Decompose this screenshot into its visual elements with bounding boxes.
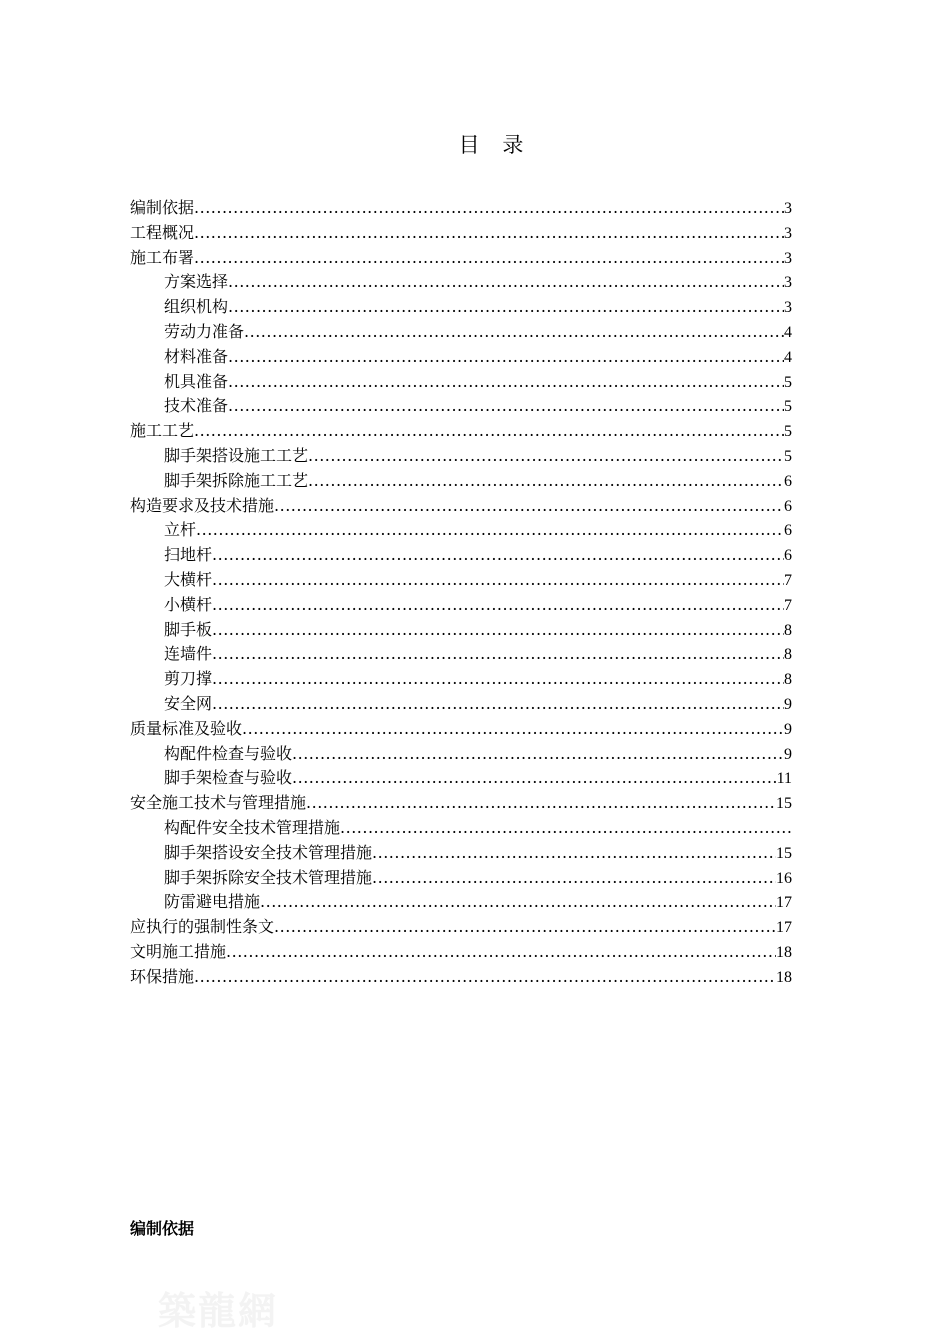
toc-entry-label: 施工布署 — [130, 247, 195, 267]
toc-entry-label: 立杆 — [164, 520, 197, 540]
toc-entry-page: 6 — [784, 522, 792, 540]
toc-entry-page: 5 — [784, 398, 792, 416]
toc-entry-page: 4 — [784, 348, 792, 366]
toc-entry[interactable] — [130, 593, 792, 618]
toc-dot-leader — [212, 692, 784, 717]
toc-entry[interactable] — [130, 394, 792, 419]
toc-entry[interactable] — [130, 518, 792, 543]
toc-entry[interactable] — [130, 345, 792, 370]
toc-dot-leader — [228, 345, 784, 370]
toc-entry[interactable] — [130, 915, 792, 940]
toc-entry-label: 构配件安全技术管理措施 — [164, 817, 341, 837]
toc-entry-label: 脚手架检查与验收 — [164, 768, 293, 788]
toc-entry-label: 材料准备 — [164, 346, 229, 366]
toc-entry[interactable] — [130, 320, 792, 345]
toc-title: 目 录 — [458, 133, 532, 157]
toc-dot-leader — [228, 270, 784, 295]
toc-entry[interactable] — [130, 890, 792, 915]
toc-entry-label: 工程概况 — [130, 222, 195, 242]
toc-dot-leader — [194, 965, 776, 990]
toc-entry-label: 施工工艺 — [130, 421, 195, 441]
toc-entry-label: 编制依据 — [130, 198, 195, 217]
toc-entry-label: 防雷避电措施 — [164, 892, 261, 912]
toc-entry-label: 质量标准及验收 — [130, 718, 243, 738]
toc-entry-label: 脚手架拆除施工工艺 — [164, 470, 309, 490]
toc-entry-label: 脚手架搭设安全技术管理措施 — [164, 842, 373, 862]
toc-entry[interactable] — [130, 667, 792, 692]
toc-entry[interactable] — [130, 370, 792, 395]
toc-entry-label: 构造要求及技术措施 — [130, 495, 275, 515]
toc-entry[interactable] — [130, 444, 792, 469]
toc-dot-leader — [274, 915, 776, 940]
toc-entry[interactable] — [130, 469, 792, 494]
toc-dot-leader — [242, 717, 784, 742]
toc-entry-page: 18 — [776, 968, 792, 986]
toc-entry-label: 剪刀撑 — [164, 669, 213, 689]
toc-dot-leader — [228, 295, 784, 320]
toc-entry[interactable] — [130, 742, 792, 767]
toc-entry-label: 技术准备 — [164, 396, 229, 416]
toc-dot-leader — [308, 469, 784, 494]
toc-entry[interactable] — [130, 221, 792, 246]
toc-entry-label: 环保措施 — [130, 966, 195, 986]
toc-entry-page: 9 — [784, 720, 792, 738]
toc-entry-page: 8 — [784, 671, 792, 689]
toc-entry-page: 3 — [784, 224, 792, 242]
toc-entry-label: 文明施工措施 — [130, 941, 227, 961]
toc-dot-leader — [260, 890, 776, 915]
toc-entry-page: 5 — [784, 447, 792, 465]
toc-dot-leader — [244, 320, 784, 345]
toc-entry[interactable] — [130, 791, 792, 816]
toc-entry-page: 5 — [784, 373, 792, 391]
toc-entry-page: 3 — [784, 274, 792, 292]
toc-entry-label: 连墙件 — [164, 644, 213, 664]
toc-entry-page: 7 — [784, 596, 792, 614]
table-of-contents — [130, 196, 792, 990]
toc-entry[interactable] — [130, 196, 792, 221]
toc-entry-page: 5 — [784, 423, 792, 441]
toc-dot-leader — [292, 766, 777, 791]
section-heading: 编制依据 — [130, 1219, 195, 1238]
toc-entry[interactable] — [130, 866, 792, 891]
toc-entry-page: 18 — [776, 943, 792, 961]
toc-entry-label: 脚手板 — [164, 619, 213, 639]
toc-entry[interactable] — [130, 419, 792, 444]
toc-entry[interactable] — [130, 618, 792, 643]
toc-entry-page: 15 — [776, 844, 792, 862]
toc-entry-page: 9 — [784, 695, 792, 713]
toc-dot-leader — [372, 866, 776, 891]
toc-entry-label: 小横杆 — [164, 594, 213, 614]
toc-entry[interactable] — [130, 841, 792, 866]
toc-entry-page: 6 — [784, 547, 792, 565]
toc-entry-page: 11 — [776, 770, 792, 788]
toc-entry[interactable] — [130, 940, 792, 965]
toc-entry[interactable] — [130, 642, 792, 667]
toc-entry-page: 15 — [776, 795, 792, 813]
toc-dot-leader — [194, 419, 784, 444]
toc-entry-label: 组织机构 — [164, 297, 229, 317]
toc-entry-page: 17 — [776, 919, 792, 937]
toc-entry-page: 3 — [784, 200, 792, 217]
toc-entry[interactable] — [130, 568, 792, 593]
toc-entry[interactable] — [130, 543, 792, 568]
toc-entry-page: 3 — [784, 299, 792, 317]
toc-dot-leader — [274, 494, 784, 519]
toc-dot-leader — [228, 394, 784, 419]
toc-entry[interactable] — [130, 246, 792, 271]
toc-entry-label: 脚手架搭设施工工艺 — [164, 445, 309, 465]
toc-entry[interactable] — [130, 270, 792, 295]
toc-entry[interactable] — [130, 692, 792, 717]
toc-entry-page: 4 — [784, 323, 792, 341]
toc-entry-page: 6 — [784, 497, 792, 515]
toc-entry-label: 方案选择 — [164, 272, 229, 292]
toc-dot-leader — [306, 791, 776, 816]
toc-entry-label: 脚手架拆除安全技术管理措施 — [164, 867, 373, 887]
toc-entry-page: 6 — [784, 472, 792, 490]
watermark-logo: 築龍網 — [158, 1288, 279, 1333]
toc-entry[interactable] — [130, 717, 792, 742]
toc-dot-leader — [194, 221, 784, 246]
toc-dot-leader — [292, 742, 784, 767]
toc-entry-label: 安全网 — [164, 693, 213, 713]
toc-dot-leader — [308, 444, 784, 469]
toc-entry-page: 8 — [784, 621, 792, 639]
toc-entry[interactable] — [130, 816, 792, 841]
toc-dot-leader — [340, 816, 792, 841]
toc-dot-leader — [212, 593, 784, 618]
toc-entry-page: 17 — [776, 894, 792, 912]
toc-entry[interactable] — [130, 965, 792, 990]
toc-entry-page: 8 — [784, 646, 792, 664]
toc-entry-page: 9 — [784, 745, 792, 763]
toc-dot-leader — [212, 667, 784, 692]
toc-entry[interactable] — [130, 295, 792, 320]
toc-dot-leader — [228, 370, 784, 395]
toc-dot-leader — [212, 618, 784, 643]
toc-entry-label: 机具准备 — [164, 371, 229, 391]
toc-dot-leader — [212, 642, 784, 667]
toc-entry-label: 构配件检查与验收 — [164, 743, 293, 763]
toc-entry-page: 16 — [776, 869, 792, 887]
toc-entry-label: 安全施工技术与管理措施 — [130, 793, 307, 813]
toc-dot-leader — [226, 940, 776, 965]
toc-entry-label: 劳动力准备 — [164, 321, 245, 341]
toc-entry-label: 大横杆 — [164, 569, 213, 589]
toc-entry-page: 7 — [784, 571, 792, 589]
toc-dot-leader — [196, 518, 784, 543]
toc-entry-page: 3 — [784, 249, 792, 267]
toc-entry[interactable] — [130, 766, 792, 791]
toc-dot-leader — [194, 196, 784, 221]
toc-dot-leader — [194, 246, 784, 271]
toc-entry-label: 扫地杆 — [164, 545, 213, 565]
toc-entry-label: 应执行的强制性条文 — [130, 917, 275, 937]
toc-dot-leader — [212, 543, 784, 568]
toc-dot-leader — [212, 568, 784, 593]
toc-dot-leader — [372, 841, 776, 866]
toc-entry[interactable] — [130, 494, 792, 519]
